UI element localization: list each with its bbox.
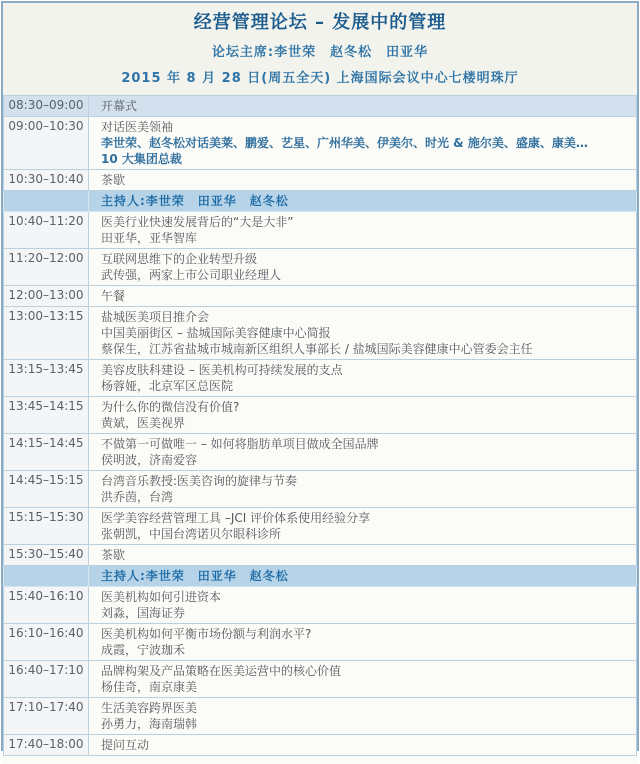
time-cell: 09:00–10:30 <box>4 117 89 170</box>
session-cell <box>89 566 637 587</box>
schedule-row <box>4 212 637 249</box>
speaker-line: 洪乔茵，台湾 <box>101 490 174 504</box>
time-cell: 13:15–13:45 <box>4 360 89 397</box>
highlight-line: 李世荣、赵冬松对话美莱、鹏爱、艺星、广州华美、伊美尔、时光 & 施尔美、盛康、康美… <box>101 136 588 150</box>
speaker-line: 侯明波，济南爱容 <box>101 453 198 467</box>
time-cell: 08:30–09:00 <box>4 96 89 117</box>
forum-datetime: 2015 年 8 月 28 日(周五全天) 上海国际会议中心七楼明珠厅 <box>121 71 519 86</box>
session-title: 医美机构如何引进资本 <box>101 590 222 604</box>
time-cell <box>4 566 89 587</box>
bottom-strip <box>3 756 637 764</box>
schedule-row <box>4 471 637 508</box>
session-cell <box>89 360 637 397</box>
session-title: 不做第一可做唯一 – 如何将脂肪单项目做成全国品牌 <box>101 437 379 451</box>
session-cell <box>89 170 637 191</box>
speaker-line: 张朝凯，中国台湾诺贝尔眼科诊所 <box>101 527 282 541</box>
forum-title: 经营管理论坛 – 发展中的管理 <box>193 12 447 33</box>
schedule-row <box>4 170 637 191</box>
session-title: 医美行业快速发展背后的“大是大非” <box>101 215 294 229</box>
schedule-row <box>4 735 637 756</box>
moderator-label: 主持人:李世荣 田亚华 赵冬松 <box>101 194 289 208</box>
speaker-line: 蔡保生，江苏省盐城市城南新区组织人事部长 / 盐城国际美容健康中心管委会主任 <box>101 342 533 356</box>
schedule-row <box>4 661 637 698</box>
time-cell: 17:40–18:00 <box>4 735 89 756</box>
moderator-row <box>4 566 637 587</box>
session-cell <box>89 471 637 508</box>
session-title: 品牌构架及产品策略在医美运营中的核心价值 <box>101 664 342 678</box>
time-cell: 12:00–13:00 <box>4 286 89 307</box>
schedule-row <box>4 249 637 286</box>
session-title: 提问互动 <box>101 738 150 752</box>
agenda-page <box>1 1 639 751</box>
session-title: 医学美容经营管理工具 –JCI 评价体系使用经验分享 <box>101 511 371 525</box>
speaker-line: 杨佳奇，南京康美 <box>101 680 198 694</box>
time-cell: 14:45–15:15 <box>4 471 89 508</box>
session-title: 为什么你的微信没有价值? <box>101 400 240 414</box>
schedule-row <box>4 360 637 397</box>
session-title: 午餐 <box>101 289 126 303</box>
session-title: 对话医美领袖 <box>101 120 174 134</box>
schedule-row <box>4 96 637 117</box>
speaker-line: 成霞，宁波珈禾 <box>101 643 186 657</box>
schedule-row <box>4 698 637 735</box>
session-cell <box>89 735 637 756</box>
session-title: 盐城医美项目推介会 <box>101 310 210 324</box>
session-cell <box>89 117 637 170</box>
session-cell <box>89 434 637 471</box>
time-cell: 10:30–10:40 <box>4 170 89 191</box>
session-title: 生活美容跨界医美 <box>101 701 198 715</box>
session-cell <box>89 307 637 360</box>
speaker-line: 刘淼，国海证券 <box>101 606 186 620</box>
session-cell <box>89 587 637 624</box>
session-cell <box>89 508 637 545</box>
session-title: 互联网思维下的企业转型升级 <box>101 252 258 266</box>
schedule-body <box>4 96 637 756</box>
time-cell: 15:15–15:30 <box>4 508 89 545</box>
highlight-line: 10 大集团总裁 <box>101 152 182 166</box>
session-cell <box>89 661 637 698</box>
moderator-row <box>4 191 637 212</box>
schedule-row <box>4 434 637 471</box>
speaker-line: 田亚华，亚华智库 <box>101 231 198 245</box>
session-cell <box>89 286 637 307</box>
session-cell <box>89 249 637 286</box>
schedule-row <box>4 307 637 360</box>
session-cell <box>89 191 637 212</box>
time-cell: 14:15–14:45 <box>4 434 89 471</box>
time-cell: 11:20–12:00 <box>4 249 89 286</box>
session-title: 美容皮肤科建设 – 医美机构可持续发展的支点 <box>101 363 343 377</box>
session-title: 医美机构如何平衡市场份额与利润水平? <box>101 627 312 641</box>
forum-chairs: 论坛主席:李世荣 赵冬松 田亚华 <box>211 45 429 60</box>
session-subtitle: 中国美丽街区 – 盐城国际美容健康中心简报 <box>101 326 331 340</box>
time-cell: 16:40–17:10 <box>4 661 89 698</box>
time-cell <box>4 191 89 212</box>
session-cell <box>89 212 637 249</box>
agenda-header <box>3 3 637 95</box>
session-cell <box>89 96 637 117</box>
session-title: 开幕式 <box>101 99 138 113</box>
session-title: 茶歇 <box>101 548 126 562</box>
speaker-line: 武传强，两家上市公司职业经理人 <box>101 268 282 282</box>
speaker-line: 杨蓉娅，北京军区总医院 <box>101 379 234 393</box>
moderator-label: 主持人:李世荣 田亚华 赵冬松 <box>101 569 289 583</box>
time-cell: 16:10–16:40 <box>4 624 89 661</box>
session-title: 茶歇 <box>101 173 126 187</box>
session-title: 台湾音乐教授:医美咨询的旋律与节奏 <box>101 474 298 488</box>
schedule-row <box>4 545 637 566</box>
time-cell: 13:00–13:15 <box>4 307 89 360</box>
time-cell: 15:30–15:40 <box>4 545 89 566</box>
schedule-row <box>4 117 637 170</box>
session-cell <box>89 698 637 735</box>
session-cell <box>89 624 637 661</box>
schedule-row <box>4 286 637 307</box>
speaker-line: 黄斌，医美视界 <box>101 416 186 430</box>
schedule-row <box>4 587 637 624</box>
speaker-line: 孙勇力，海南瑞韩 <box>101 717 198 731</box>
session-cell <box>89 397 637 434</box>
schedule-row <box>4 624 637 661</box>
session-cell <box>89 545 637 566</box>
schedule-row <box>4 508 637 545</box>
time-cell: 17:10–17:40 <box>4 698 89 735</box>
schedule-row <box>4 397 637 434</box>
schedule-table <box>3 95 637 756</box>
time-cell: 15:40–16:10 <box>4 587 89 624</box>
time-cell: 13:45–14:15 <box>4 397 89 434</box>
time-cell: 10:40–11:20 <box>4 212 89 249</box>
